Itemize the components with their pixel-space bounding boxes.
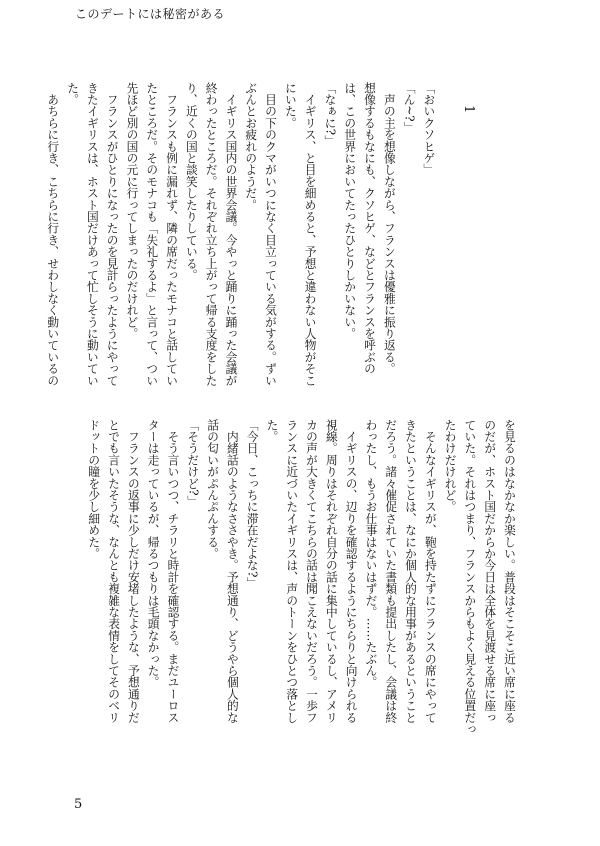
text-line: そう言いつつ、チラリと時計を確認する。まだユーロス xyxy=(166,419,181,724)
text-line: あちらに行き、こちらに行き、せわしなく動いているの xyxy=(46,82,61,387)
text-line: 「今日、こっちに滞在だよな?」 xyxy=(245,419,260,590)
page-number: 5 xyxy=(74,797,83,812)
text-line: のだが、ホスト国だからか今日は全体を見渡せる席に座っ xyxy=(483,419,498,724)
text-line: 「おいクソヒゲ」 xyxy=(422,82,437,176)
text-line: た。 xyxy=(265,419,280,443)
text-line: フランスの返事に少しだけ安堵したような、予想通りだ xyxy=(126,419,141,724)
text-line: 目の下のクマがいつになく目立っている気がする。ずい xyxy=(264,82,279,387)
running-header: このデートには秘密がある xyxy=(75,7,226,21)
text-line: きたということは、なにか個人的な用事があるということ xyxy=(404,419,419,724)
text-line: 先ほど別の国の元に行ってしまったのだけれど。 xyxy=(125,82,140,340)
text-line: 「そうだけど?」 xyxy=(186,419,201,508)
lower-text-block xyxy=(83,419,519,735)
text-line: 視線。周りはそれぞれ自分の話に集中しているし、アメリ xyxy=(324,419,339,724)
text-line: イギリス、と目を細めると、予想と違わない人物がそこ xyxy=(303,82,318,387)
text-line: た。 xyxy=(66,82,81,106)
text-line: ていた。それはつまり、フランスからもよく見える位置だっ xyxy=(463,419,478,735)
text-line: カの声が大きくてこちらの話は聞こえないだろう。一歩フ xyxy=(305,419,320,724)
text-line: 「なぁに?」 xyxy=(323,82,338,147)
text-line: イギリスの、辺りを確認するようにちらりと向けられる xyxy=(344,419,359,724)
text-line: にいた。 xyxy=(283,82,298,129)
text-line: たわけだけれど。 xyxy=(443,419,458,513)
text-line: は、この世界においてたったひとりしかいない。 xyxy=(343,82,358,340)
text-line: 声の主を想像しながら、フランスは優雅に振り返る。 xyxy=(382,82,397,375)
text-line: り、近くの国と談笑したりしている。 xyxy=(184,82,199,281)
text-line xyxy=(438,82,458,382)
text-line: 「ん~?」 xyxy=(402,82,417,134)
text-line: イギリス国内の世界会議。今やっと踊りに踊った会議が xyxy=(224,82,239,387)
text-line: を見るのはなかなか楽しい。普段はそこそこ近い席に座る xyxy=(503,419,517,724)
text-line: フランスがひとりになったのを見計らったようにやって xyxy=(105,82,120,387)
text-line: ランスに近づいたイギリスは、声のトーンをひとつ落とし xyxy=(285,419,300,724)
text-line: 話の匂いがぷんぷんする。 xyxy=(206,419,221,560)
text-line: フランスも例に漏れず、隣の席だったモナコと話してい xyxy=(165,82,180,387)
text-line: 終わったところだ。それぞれ立ち上がって帰る支度をした xyxy=(204,82,219,387)
text-line: そんなイギリスが、鞄を持たずにフランスの席にやって xyxy=(423,419,438,724)
text-line: きたイギリスは、ホスト国だけあって忙しそうに動いてい xyxy=(85,82,100,387)
text-line: とでも言いたそうな、なんとも複雑な表情をしてそのベリ xyxy=(107,419,122,724)
text-line: ターは走っているが、帰るつもりは毛頭なかった。 xyxy=(146,419,161,689)
text-line: たところだ。そのモナコも「失礼するよ」と言って、つい xyxy=(145,82,160,387)
text-line: ドットの瞳を少し細めた。 xyxy=(87,419,102,560)
text-line: だろう。諸々催促されていた書類も提出したし、会議は終 xyxy=(384,419,399,724)
chapter-number: 1 xyxy=(461,105,476,114)
text-line: わったし、もうお仕事はないはずだ。……たぶん。 xyxy=(364,419,379,689)
text-line: 内緒話のようなささやき。予想通り、どうやら個人的な xyxy=(225,419,240,724)
text-line: ぶんとお疲れのようだ。 xyxy=(244,82,259,211)
text-line: 想像するもなにも、クソヒゲ、などとフランスを呼ぶの xyxy=(363,82,378,375)
upper-text-block xyxy=(42,82,478,387)
